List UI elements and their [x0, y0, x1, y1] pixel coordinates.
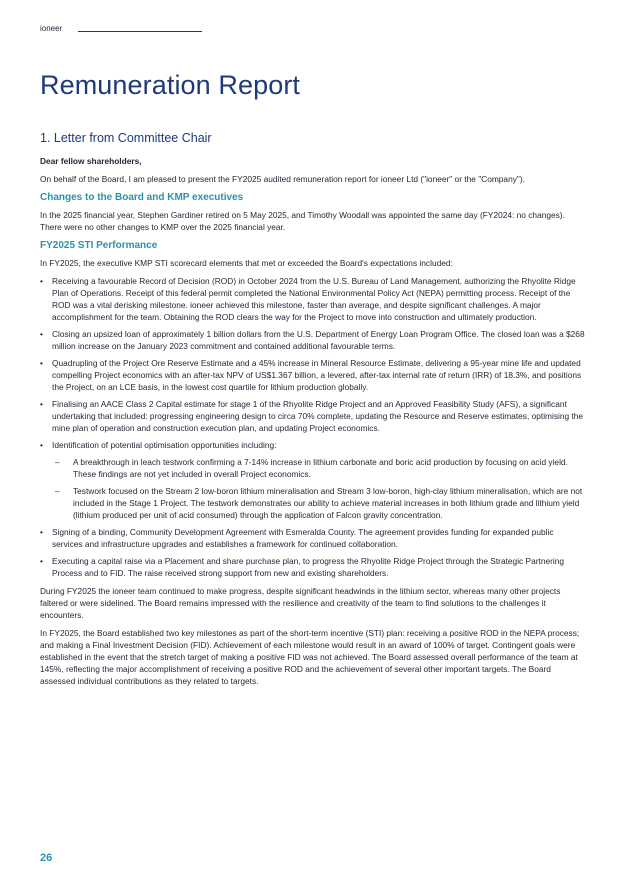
bullet-text: Finalising an AACE Class 2 Capital estimate for stage 1 of the Rhyolite Ridge Project and an Approved Feasibility Study (AFS), a significant undertaking that included: progressing engineering design to circa 70% complete, updating the Resource and Reserve estimates, optimising the mine plan of operation and construction execution plan, and updating Project economics.	[52, 399, 584, 433]
bullet-text: Executing a capital raise via a Placement and share purchase plan, to progress the Rhyolite Ridge Project through the Strategic Partnering Process and to FID. The raise received strong support from new and existing shareholders.	[52, 556, 565, 578]
report-body	[40, 130, 586, 693]
bullet-text: Closing an upsized loan of approximately 1 billion dollars from the U.S. Department of Energy Loan Program Office. The closed loan was a $268 million increase on the January 2023 commitment and contained additional favourable terms.	[52, 329, 585, 351]
sub-bullet-item	[52, 485, 586, 521]
sti-intro-paragraph: In FY2025, the executive KMP STI scorecard elements that met or exceeded the Board's expectations included:	[40, 258, 453, 268]
section-heading: 1. Letter from Committee Chair	[40, 131, 212, 145]
sub-bullet-text: A breakthrough in leach testwork confirming a 7-14% increase in lithium carbonate and boric acid production by focusing on acid yield. These findings are not yet included in overall Project economics.	[73, 457, 568, 479]
sti-subheading: FY2025 STI Performance	[40, 240, 158, 251]
kmp-paragraph: In the 2025 financial year, Stephen Gardiner retired on 5 May 2025, and Timothy Woodall was appointed the same day (FY2024: no changes). There were no other changes to KMP over the 2025 financial year.	[40, 210, 565, 232]
bullet-item	[40, 439, 586, 521]
bullet-item	[40, 328, 586, 352]
bullet-item	[40, 275, 586, 323]
kmp-subheading: Changes to the Board and KMP executives	[40, 192, 244, 203]
greeting: Dear fellow shareholders,	[40, 156, 142, 166]
intro-paragraph: On behalf of the Board, I am pleased to present the FY2025 audited remuneration report for ioneer Ltd ("ioneer" or the "Company").	[40, 174, 525, 184]
bullet-text: Signing of a binding, Community Development Agreement with Esmeralda County. The agreement provides funding for expanded public services and infrastructure upgrades and establishes a framework for continued collaboration.	[52, 527, 554, 549]
sti-bullet-list	[40, 275, 586, 579]
bullet-text: Identification of potential optimisation opportunities including:	[52, 440, 277, 450]
sub-bullet-text: Testwork focused on the Stream 2 low-boron lithium mineralisation and Stream 3 low-boron, high-clay lithium mineralisation, which are not included in the Stage 1 Project. The testwork demonstrates our ability to achieve material increases in both lithium grade and lithium yield (lithium produced per unit of acid consumed) through the application of Falcon gravity concentration.	[73, 486, 583, 520]
bullet-text: Quadrupling of the Project Ore Reserve Estimate and a 45% increase in Mineral Resource Estimate, delivering a 95-year mine life and updated compelling Project economics with an after-tax NPV of US$1.367 billion, a levered, after-tax internal rate of return (IRR) of 18.3%, and positions the Project, on an LCE basis, in the lowest cost quartile for lithium production globally.	[52, 358, 582, 392]
bullet-item	[40, 398, 586, 434]
header-rule	[78, 31, 202, 32]
bullet-item	[40, 357, 586, 393]
sub-bullet-item	[52, 456, 586, 480]
progress-paragraph: During FY2025 the ioneer team continued to make progress, despite significant headwinds in the lithium sector, whereas many other projects faltered or were sidelined. The Board remains impressed with the resilience and creativity of the team to find solutions to the challenges it encounters.	[40, 586, 561, 620]
page-number: 26	[40, 852, 53, 864]
sub-bullet-list	[52, 456, 586, 521]
bullet-text: Receiving a favourable Record of Decision (ROD) in October 2024 from the U.S. Bureau of Land Management, authorizing the Rhyolite Ridge Plan of Operations. Receipt of this federal permit completed the National Environmental Policy Act (NEPA) permitting process. Receipt of the ROD was a vital derisking milestone. ioneer achieved this milestone, faster than average, and despite significant challenges. A major accomplishment for the team. Obtaining the ROD clears the way for the Project to move into construction and ultimately production.	[52, 276, 576, 322]
milestones-paragraph: In FY2025, the Board established two key milestones as part of the short-term incentive (STI) plan: receiving a positive ROD in the NEPA process; and making a Final Investment Decision (FID). Achievement of each milestone would result in an award of 100% of target. Contingent goals were established in the event that the stretch target of making a positive FID was not achieved. The Board assessed overall performance of the team at 145%, reflecting the major accomplishment of receiving a positive ROD and the achievement of several other important targets. The Board assessed individual contributions as they related to targets.	[40, 628, 580, 686]
brand-name: ioneer	[40, 24, 63, 33]
bullet-item	[40, 555, 586, 579]
page-title: Remuneration Report	[40, 70, 301, 101]
bullet-item	[40, 526, 586, 550]
